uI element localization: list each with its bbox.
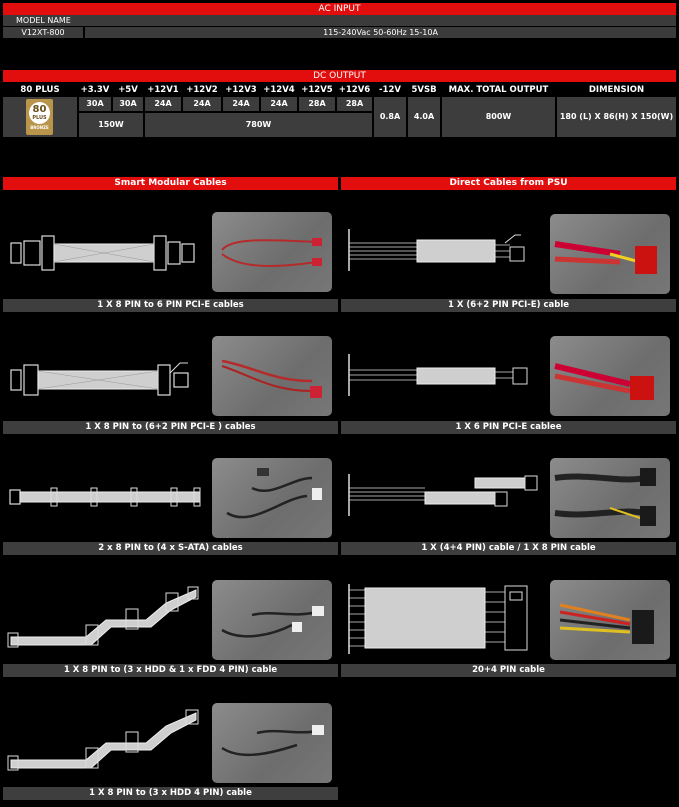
80plus-bronze-badge (26, 99, 53, 135)
cable-photo-4plus4-direct (550, 458, 670, 538)
amps-12v1: 24A (145, 97, 181, 111)
header-12v1: +12V1 (147, 85, 179, 95)
header-12v6: +12V6 (338, 85, 371, 95)
badge-bronze: BRONZE (30, 125, 49, 130)
cable-drawing-sata (6, 482, 206, 512)
amps-5v: 30A (113, 97, 143, 111)
cable-drawing-6pin-direct (345, 350, 545, 400)
dimension-value: 180 (L) X 86(H) X 150(W) (557, 97, 676, 137)
max-total-output-value: 800W (442, 97, 555, 137)
header-12v3: +12V3 (225, 85, 257, 95)
cable-drawing-4plus4-direct (345, 470, 545, 520)
header-5v: +5V (118, 85, 138, 95)
amps-12v3: 24A (223, 97, 259, 111)
amps-12v6: 28A (337, 97, 372, 111)
header-12v2: +12V2 (186, 85, 218, 95)
cable-drawing-hdd-fdd (6, 585, 206, 655)
combined-12v-watts: 780W (145, 113, 372, 137)
header-minus12v: -12V (379, 85, 401, 95)
direct-cable-label-4: 20+4 PIN cable (341, 664, 676, 677)
amps-5vsb: 4.0A (408, 97, 440, 137)
cable-photo-8pin-6plus2 (212, 336, 332, 416)
direct-cable-label-1: 1 X (6+2 PIN PCI-E) cable (341, 299, 676, 312)
amps-3v3: 30A (79, 97, 111, 111)
cable-photo-20plus4-direct (550, 580, 670, 660)
header-3v3: +3.3V (80, 85, 110, 95)
ac-input-value: 115-240Vac 50-60Hz 15-10A (85, 27, 676, 38)
modular-cable-label-4: 1 X 8 PIN to (3 x HDD & 1 x FDD 4 PIN) cable (3, 664, 338, 677)
direct-cable-label-2: 1 X 6 PIN PCI-E cablee (341, 421, 676, 434)
cable-drawing-hdd (6, 708, 206, 778)
section-direct-cables: Direct Cables from PSU (341, 177, 676, 190)
amps-12v2: 24A (183, 97, 221, 111)
cable-photo-hdd (212, 703, 332, 783)
amps-12v5: 28A (299, 97, 335, 111)
modular-cable-label-3: 2 x 8 PIN to (4 x S-ATA) cables (3, 542, 338, 555)
model-name-label: MODEL NAME (3, 15, 676, 26)
combined-3v3-5v-watts: 150W (79, 113, 143, 137)
cable-drawing-8pin-6pin (6, 228, 206, 278)
model-name-value: V12XT-800 (3, 27, 83, 38)
direct-cable-label-3: 1 X (4+4 PIN) cable / 1 X 8 PIN cable (341, 542, 676, 555)
ac-input-header: AC INPUT (3, 3, 676, 15)
cable-photo-sata (212, 458, 332, 538)
header-max-total: MAX. TOTAL OUTPUT (448, 85, 549, 95)
dc-output-header: DC OUTPUT (3, 70, 676, 82)
header-12v5: +12V5 (301, 85, 333, 95)
header-dimension: DIMENSION (588, 85, 645, 95)
badge-plus: PLUS (32, 115, 47, 121)
header-80plus: 80 PLUS (20, 85, 60, 95)
header-12v4: +12V4 (263, 85, 295, 95)
modular-cable-label-1: 1 X 8 PIN to 6 PIN PCI-E cables (3, 299, 338, 312)
cable-photo-8pin-6pin (212, 212, 332, 292)
amps-minus12v: 0.8A (374, 97, 406, 137)
badge-cell (3, 97, 77, 137)
header-5vsb: 5VSB (411, 85, 437, 95)
badge-number: 80 (29, 102, 50, 124)
amps-12v4: 24A (261, 97, 297, 111)
cable-photo-6plus2-direct (550, 214, 670, 294)
modular-cable-label-2: 1 X 8 PIN to (6+2 PIN PCI-E ) cables (3, 421, 338, 434)
cable-drawing-8pin-6plus2 (6, 355, 206, 405)
section-smart-modular-cables: Smart Modular Cables (3, 177, 338, 190)
cable-drawing-6plus2-direct (345, 225, 545, 275)
cable-drawing-20plus4-direct (345, 582, 545, 657)
cable-photo-hdd-fdd (212, 580, 332, 660)
cable-photo-6pin-direct (550, 336, 670, 416)
modular-cable-label-5: 1 X 8 PIN to (3 x HDD 4 PIN) cable (3, 787, 338, 800)
